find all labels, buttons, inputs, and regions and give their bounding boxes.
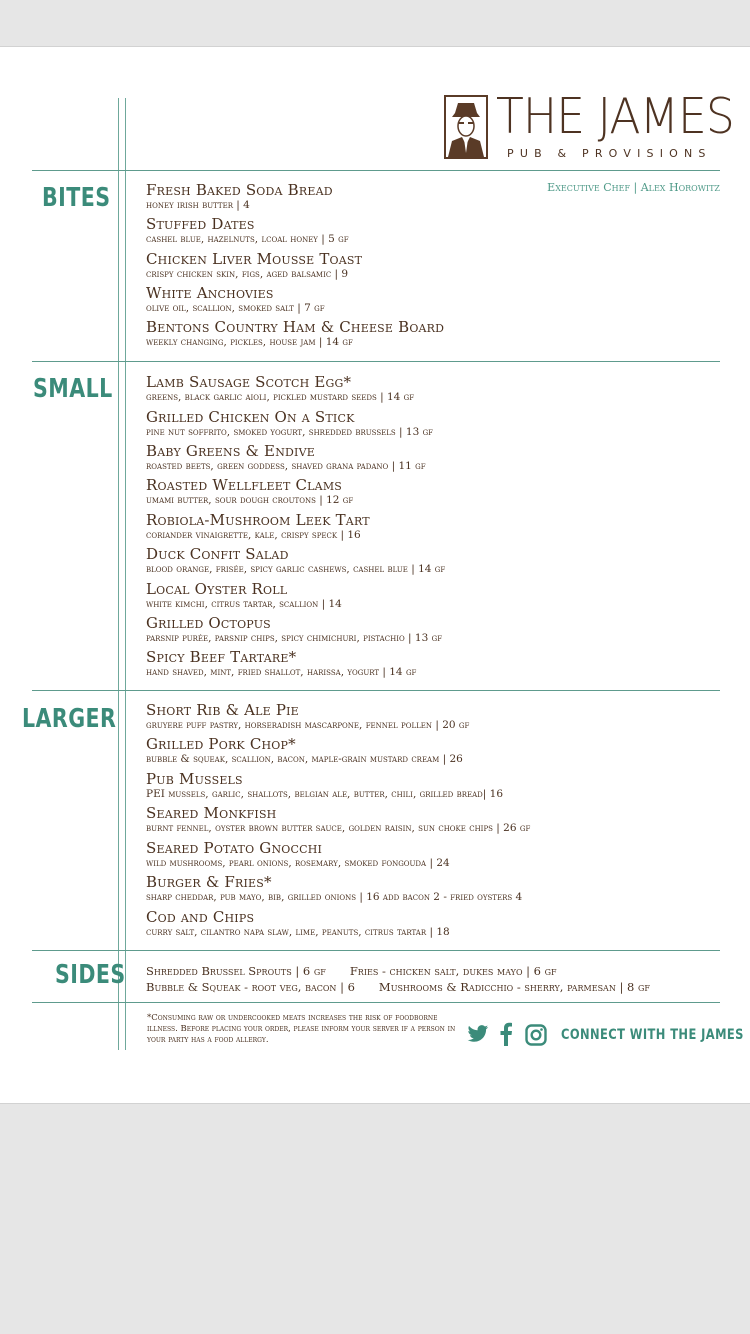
item-description: crispy chicken skin, figs, aged balsamic | 9 — [146, 268, 349, 280]
status-band — [0, 0, 750, 46]
menu-item — [146, 702, 726, 731]
menu-item — [146, 546, 726, 575]
menu-item — [146, 615, 726, 644]
item-name: Lamb Sausage Scotch Egg* — [146, 373, 352, 391]
section-title-small: SMALL — [33, 374, 113, 404]
side-item: Fries - chicken salt, dukes mayo | 6 gf — [349, 964, 557, 978]
section-title-bites: BITES — [42, 183, 111, 213]
menu-item — [146, 840, 726, 869]
rule-larger-sides — [32, 950, 720, 951]
item-name: Grilled Chicken On a Stick — [146, 408, 355, 426]
item-description: weekly changing, pickles, house jam | 14 gf — [146, 336, 353, 348]
connect-with-link[interactable]: CONNECT WITH THE JAMES — [561, 1027, 744, 1043]
item-name: Duck Confit Salad — [146, 545, 289, 563]
menu-item — [146, 874, 726, 903]
item-description: roasted beets, green goddess, shaved grana padano | 11 gf — [146, 460, 426, 472]
item-name: Local Oyster Roll — [146, 580, 288, 598]
item-name: Chicken Liver Mousse Toast — [146, 250, 363, 268]
rule-bites-small — [32, 361, 720, 362]
item-description: cashel blue, hazelnuts, lcoal honey | 5 gf — [146, 233, 349, 245]
side-item: Mushrooms & Radicchio - sherry, parmesan | 8 gf — [378, 980, 650, 994]
item-name: Grilled Octopus — [146, 614, 271, 632]
item-name: Spicy Beef Tartare* — [146, 648, 297, 666]
item-description: parsnip purée, parsnip chips, spicy chimichuri, pistachio | 13 gf — [146, 632, 443, 644]
brand-name: THE JAMES — [496, 88, 734, 145]
item-name: White Anchovies — [146, 284, 274, 302]
menu-item — [146, 251, 726, 280]
item-description: bubble & squeak, scallion, bacon, maple-grain mustard cream | 26 — [146, 753, 463, 765]
item-name: Grilled Pork Chop* — [146, 735, 296, 753]
brand-tagline: PUB & PROVISIONS — [507, 147, 712, 160]
menu-item — [146, 581, 726, 610]
item-description: pine nut soffrito, smoked yogurt, shredded brussels | 13 gf — [146, 426, 434, 438]
side-item: Shredded Brussel Sprouts | 6 gf — [146, 964, 326, 978]
menu-item — [146, 285, 726, 314]
item-name: Seared Potato Gnocchi — [146, 839, 323, 857]
item-name: Short Rib & Ale Pie — [146, 701, 299, 719]
menu-item — [146, 477, 726, 506]
menu-item — [146, 649, 726, 678]
item-name: Stuffed Dates — [146, 215, 255, 233]
item-description: sharp cheddar, pub mayo, bib, grilled onions | 16 add bacon 2 - fried oysters 4 — [146, 891, 523, 903]
item-name: Fresh Baked Soda Bread — [146, 181, 333, 199]
facebook-icon[interactable] — [500, 1022, 512, 1050]
menu-item — [146, 736, 726, 765]
item-description: wild mushrooms, pearl onions, rosemary, smoked fongouda | 24 — [146, 857, 450, 869]
sides-row-2 — [146, 980, 650, 994]
side-item: Bubble & Squeak - root veg, bacon | 6 — [146, 980, 355, 994]
brand-logo — [444, 88, 734, 161]
item-description: PEI mussels, garlic, shallots, belgian ale, butter, chili, grilled bread| 16 — [146, 788, 504, 800]
item-name: Cod and Chips — [146, 908, 255, 926]
item-name: Pub Mussels — [146, 770, 243, 788]
menu-item — [146, 443, 726, 472]
item-name: Baby Greens & Endive — [146, 442, 315, 460]
rule-sides-footer — [32, 1002, 720, 1003]
item-description: burnt fennel, oyster brown butter sauce, golden raisin, sun choke chips | 26 gf — [146, 822, 531, 834]
menu-item — [146, 909, 726, 938]
item-name: Robiola-Mushroom Leek Tart — [146, 511, 370, 529]
sides-row-1 — [146, 964, 557, 978]
section-title-sides: SIDES — [55, 960, 126, 990]
rule-small-larger — [32, 690, 720, 691]
item-description: blood orange, frisée, spicy garlic cashews, cashel blue | 14 gf — [146, 563, 446, 575]
item-description: honey irish butter | 4 — [146, 199, 250, 211]
item-description: greens, black garlic aioli, pickled mustard seeds | 14 gf — [146, 391, 415, 403]
item-description: coriander vinaigrette, kale, crispy speck | 16 — [146, 529, 361, 541]
executive-chef: Executive Chef | Alex Horowitz — [547, 181, 720, 194]
menu-item — [146, 182, 726, 211]
item-description: olive oil, scallion, smoked salt | 7 gf — [146, 302, 325, 314]
menu-item — [146, 771, 726, 800]
item-description: white kimchi, citrus tartar, scallion | 14 — [146, 598, 342, 610]
portrait-logo-icon — [444, 95, 488, 159]
menu-item — [146, 216, 726, 245]
vertical-rule-left — [118, 98, 119, 1050]
instagram-icon[interactable] — [525, 1024, 547, 1050]
section-title-larger: LARGER — [22, 704, 117, 734]
item-name: Seared Monkfish — [146, 804, 277, 822]
item-name: Roasted Wellfleet Clams — [146, 476, 343, 494]
menu-item — [146, 319, 726, 348]
rule-top — [32, 170, 720, 171]
vertical-rule-right — [125, 98, 126, 1050]
allergy-disclaimer: *Consuming raw or undercooked meats increases the risk of foodborne illness. Before placing your order, please inform your server if a person in your party has a food allergy. — [147, 1013, 456, 1045]
twitter-icon[interactable] — [467, 1024, 489, 1048]
item-description: hand shaved, mint, fried shallot, harissa, yogurt | 14 gf — [146, 666, 417, 678]
menu-item — [146, 374, 726, 403]
menu-item — [146, 805, 726, 834]
item-name: Bentons Country Ham & Cheese Board — [146, 318, 445, 336]
menu-item — [146, 409, 726, 438]
item-description: curry salt, cilantro napa slaw, lime, peanuts, citrus tartar | 18 — [146, 926, 450, 938]
item-description: umami butter, sour dough croutons | 12 gf — [146, 494, 354, 506]
menu-item — [146, 512, 726, 541]
item-description: gruyere puff pastry, horseradish mascarpone, fennel pollen | 20 gf — [146, 719, 470, 731]
item-name: Burger & Fries* — [146, 873, 272, 891]
